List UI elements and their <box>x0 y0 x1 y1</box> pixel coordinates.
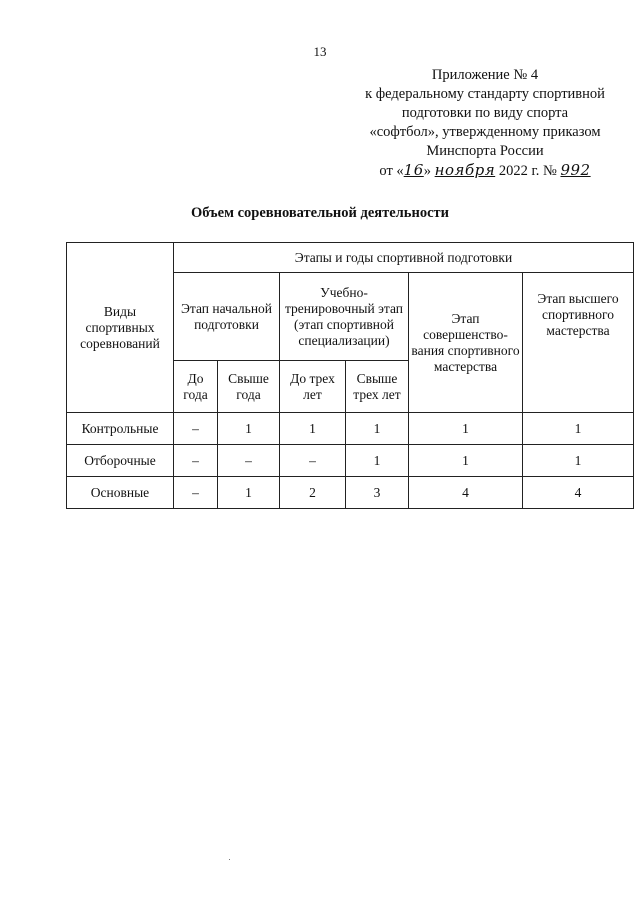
stage-improvement-header: Этап совершенство-вания спортивного мастерства <box>409 273 523 413</box>
table-cell: 3 <box>346 477 409 509</box>
table-cell: 1 <box>346 413 409 445</box>
row-label: Контрольные <box>67 413 174 445</box>
year-text: 2022 г. № <box>498 163 557 179</box>
table-cell: 1 <box>409 445 523 477</box>
appendix-header <box>352 66 618 181</box>
handwritten-order-number: 992 <box>560 161 591 179</box>
table-cell: 1 <box>280 413 346 445</box>
corner-header: Виды спортивных соревнований <box>67 243 174 413</box>
appendix-line: подготовки по виду спорта <box>401 105 569 121</box>
table-cell: – <box>218 445 280 477</box>
table-cell: – <box>174 445 218 477</box>
table-cell: – <box>174 413 218 445</box>
table-cell: 1 <box>218 413 280 445</box>
sub-header-initial-up-to-year: До года <box>174 361 218 413</box>
table-cell: 1 <box>523 445 634 477</box>
sub-header-initial-over-year: Свыше года <box>218 361 280 413</box>
table-cell: 1 <box>523 413 634 445</box>
competition-volume-table <box>66 242 634 509</box>
table-cell: 1 <box>346 445 409 477</box>
stage-highest-header: Этап высшего спортивного мастерства <box>523 273 634 413</box>
table-cell: 4 <box>409 477 523 509</box>
appendix-line: Минспорта России <box>426 143 544 159</box>
handwritten-day: 16 <box>403 161 424 179</box>
row-label: Отборочные <box>67 445 174 477</box>
table-cell: 1 <box>409 413 523 445</box>
table-row <box>67 413 634 445</box>
handwritten-month: ноября <box>434 161 496 179</box>
table-cell: – <box>280 445 346 477</box>
order-date-line <box>352 161 618 181</box>
table-row <box>67 445 634 477</box>
stage-initial-header: Этап начальной подготовки <box>174 273 280 361</box>
group-header: Этапы и годы спортивной подготовки <box>174 243 634 273</box>
appendix-line: «софтбол», утвержденному приказом <box>369 124 601 140</box>
row-label: Основные <box>67 477 174 509</box>
stage-training-header: Учебно-тренировочный этап (этап спортивной специализации) <box>280 273 409 361</box>
page-number: 13 <box>313 44 327 59</box>
date-mid: » <box>423 163 432 179</box>
scan-speck <box>229 859 230 860</box>
sub-header-training-over-three: Свыше трех лет <box>346 361 409 413</box>
sub-header-training-up-to-three: До трех лет <box>280 361 346 413</box>
date-prefix: от « <box>379 163 404 179</box>
appendix-line: к федеральному стандарту спортивной <box>365 86 605 102</box>
appendix-line: Приложение № 4 <box>431 67 539 83</box>
table-cell: 2 <box>280 477 346 509</box>
table-row <box>67 477 634 509</box>
table-cell: – <box>174 477 218 509</box>
table-cell: 4 <box>523 477 634 509</box>
document-title: Объем соревновательной деятельности <box>191 205 449 221</box>
table-cell: 1 <box>218 477 280 509</box>
